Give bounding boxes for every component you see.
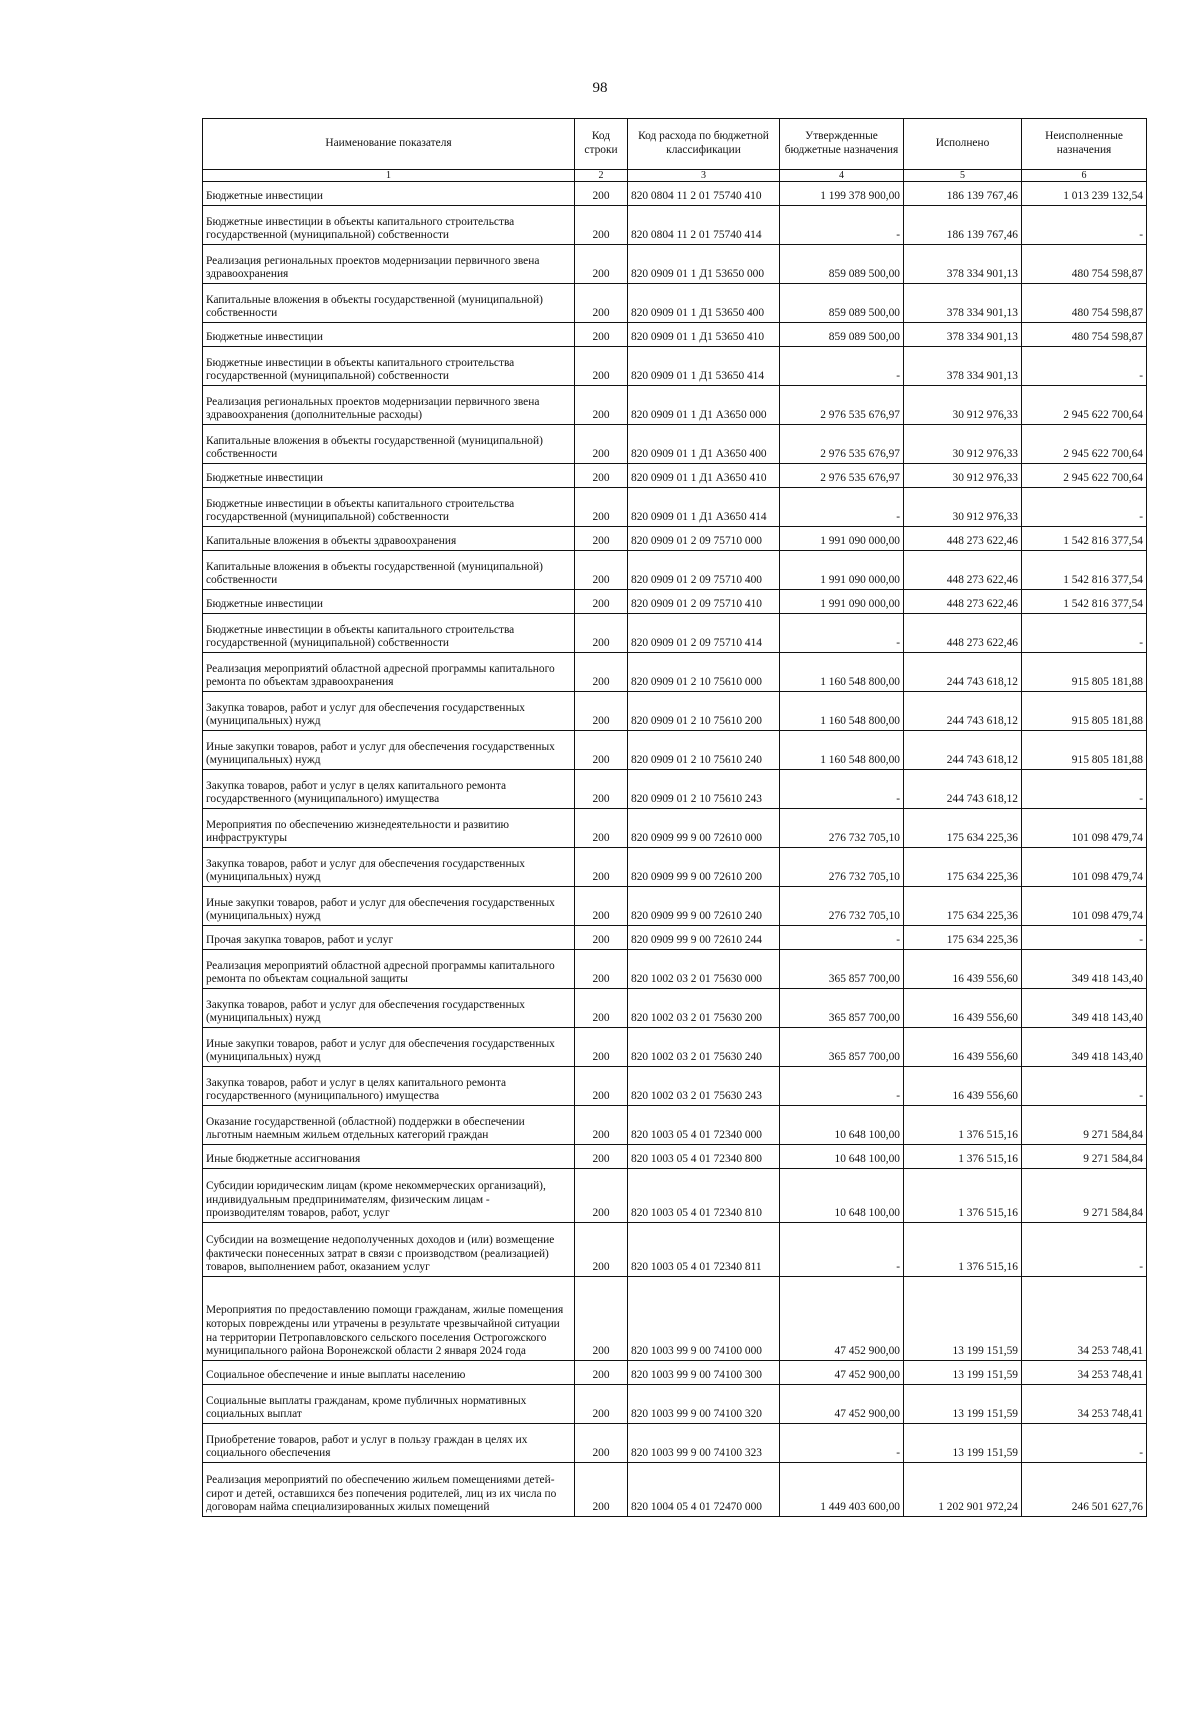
table-row <box>203 926 1147 950</box>
row-approved: - <box>780 1067 904 1106</box>
row-unexecuted: - <box>1022 1067 1147 1106</box>
row-unexecuted: 101 098 479,74 <box>1022 809 1147 848</box>
table-row <box>203 464 1147 488</box>
row-executed: 16 439 556,60 <box>904 1067 1022 1106</box>
row-expense-code: 820 0909 99 9 00 72610 240 <box>628 887 780 926</box>
row-executed: 448 273 622,46 <box>904 590 1022 614</box>
row-line-code: 200 <box>575 950 628 989</box>
table-row <box>203 323 1147 347</box>
row-executed: 175 634 225,36 <box>904 926 1022 950</box>
table-row <box>203 887 1147 926</box>
row-executed: 30 912 976,33 <box>904 386 1022 425</box>
row-line-code: 200 <box>575 206 628 245</box>
table-row <box>203 245 1147 284</box>
row-name: Приобретение товаров, работ и услуг в пользу граждан в целях их социального обеспечения <box>203 1424 575 1463</box>
row-expense-code: 820 0909 99 9 00 72610 200 <box>628 848 780 887</box>
table-row <box>203 284 1147 323</box>
row-line-code: 200 <box>575 1028 628 1067</box>
table-row <box>203 1277 1147 1361</box>
row-line-code: 200 <box>575 464 628 488</box>
table-row <box>203 848 1147 887</box>
row-unexecuted: - <box>1022 347 1147 386</box>
row-name: Иные бюджетные ассигнования <box>203 1145 575 1169</box>
row-unexecuted: - <box>1022 206 1147 245</box>
row-line-code: 200 <box>575 731 628 770</box>
row-approved: 10 648 100,00 <box>780 1145 904 1169</box>
row-approved: - <box>780 347 904 386</box>
row-line-code: 200 <box>575 527 628 551</box>
column-number: 2 <box>575 170 628 182</box>
row-unexecuted: 349 418 143,40 <box>1022 950 1147 989</box>
table-row <box>203 614 1147 653</box>
row-line-code: 200 <box>575 488 628 527</box>
table-row <box>203 590 1147 614</box>
row-name: Реализация мероприятий по обеспечению жильем помещениями детей-сирот и детей, оставшихся без попечения родителей, лиц из их числа по договорам найма специализированных жилых помещений <box>203 1463 575 1517</box>
header-row <box>203 119 1147 170</box>
row-approved: 1 991 090 000,00 <box>780 527 904 551</box>
row-expense-code: 820 1003 05 4 01 72340 811 <box>628 1223 780 1277</box>
row-approved: - <box>780 614 904 653</box>
row-expense-code: 820 0909 01 2 09 75710 000 <box>628 527 780 551</box>
row-line-code: 200 <box>575 1145 628 1169</box>
row-expense-code: 820 0909 01 1 Д1 53650 410 <box>628 323 780 347</box>
header-expense-code: Код расхода по бюджетной классификации <box>628 119 780 170</box>
header-line-code: Код строки <box>575 119 628 170</box>
row-line-code: 200 <box>575 1361 628 1385</box>
row-line-code: 200 <box>575 551 628 590</box>
row-approved: 859 089 500,00 <box>780 284 904 323</box>
row-expense-code: 820 1003 99 9 00 74100 323 <box>628 1424 780 1463</box>
row-name: Оказание государственной (областной) поддержки в обеспечении льготным наемным жильем отдельных категорий граждан <box>203 1106 575 1145</box>
row-unexecuted: 34 253 748,41 <box>1022 1361 1147 1385</box>
header-executed: Исполнено <box>904 119 1022 170</box>
row-approved: 365 857 700,00 <box>780 1028 904 1067</box>
row-expense-code: 820 0909 01 1 Д1 53650 414 <box>628 347 780 386</box>
row-name: Иные закупки товаров, работ и услуг для обеспечения государственных (муниципальных) нужд <box>203 731 575 770</box>
row-name: Реализация мероприятий областной адресной программы капитального ремонта по объектам здравоохранения <box>203 653 575 692</box>
table-row <box>203 1169 1147 1223</box>
row-name: Бюджетные инвестиции в объекты капитального строительства государственной (муниципальной) собственности <box>203 614 575 653</box>
row-unexecuted: 1 542 816 377,54 <box>1022 527 1147 551</box>
row-executed: 1 202 901 972,24 <box>904 1463 1022 1517</box>
row-executed: 244 743 618,12 <box>904 653 1022 692</box>
table-row <box>203 950 1147 989</box>
row-expense-code: 820 1002 03 2 01 75630 200 <box>628 989 780 1028</box>
row-name: Субсидии юридическим лицам (кроме некоммерческих организаций), индивидуальным предпринимателям, физическим лицам - производителям товаров, работ, услуг <box>203 1169 575 1223</box>
row-executed: 186 139 767,46 <box>904 206 1022 245</box>
row-executed: 175 634 225,36 <box>904 848 1022 887</box>
row-approved: 276 732 705,10 <box>780 848 904 887</box>
row-unexecuted: 9 271 584,84 <box>1022 1106 1147 1145</box>
table-row <box>203 653 1147 692</box>
row-expense-code: 820 0909 01 2 10 75610 000 <box>628 653 780 692</box>
row-line-code: 200 <box>575 323 628 347</box>
header-unexecuted: Неисполненные назначения <box>1022 119 1147 170</box>
row-line-code: 200 <box>575 386 628 425</box>
row-line-code: 200 <box>575 1385 628 1424</box>
row-unexecuted: 349 418 143,40 <box>1022 1028 1147 1067</box>
row-unexecuted: 34 253 748,41 <box>1022 1385 1147 1424</box>
row-approved: 1 991 090 000,00 <box>780 590 904 614</box>
row-approved: 859 089 500,00 <box>780 323 904 347</box>
row-unexecuted: - <box>1022 1424 1147 1463</box>
table-body <box>203 182 1147 1517</box>
row-unexecuted: 2 945 622 700,64 <box>1022 425 1147 464</box>
row-name: Мероприятия по обеспечению жизнедеятельности и развитию инфраструктуры <box>203 809 575 848</box>
table-row <box>203 1145 1147 1169</box>
row-approved: 365 857 700,00 <box>780 989 904 1028</box>
column-number: 4 <box>780 170 904 182</box>
table-row <box>203 182 1147 206</box>
column-number: 6 <box>1022 170 1147 182</box>
row-executed: 378 334 901,13 <box>904 347 1022 386</box>
table-row <box>203 1385 1147 1424</box>
table-row <box>203 551 1147 590</box>
row-executed: 30 912 976,33 <box>904 464 1022 488</box>
column-number: 3 <box>628 170 780 182</box>
row-line-code: 200 <box>575 1169 628 1223</box>
row-unexecuted: - <box>1022 1223 1147 1277</box>
row-unexecuted: - <box>1022 926 1147 950</box>
table-row <box>203 527 1147 551</box>
row-executed: 1 376 515,16 <box>904 1106 1022 1145</box>
row-executed: 378 334 901,13 <box>904 323 1022 347</box>
row-line-code: 200 <box>575 887 628 926</box>
row-expense-code: 820 0909 01 1 Д1 53650 000 <box>628 245 780 284</box>
row-expense-code: 820 0909 01 2 09 75710 414 <box>628 614 780 653</box>
row-line-code: 200 <box>575 1223 628 1277</box>
header-name: Наименование показателя <box>203 119 575 170</box>
table-row <box>203 1067 1147 1106</box>
row-executed: 186 139 767,46 <box>904 182 1022 206</box>
row-line-code: 200 <box>575 425 628 464</box>
row-executed: 448 273 622,46 <box>904 614 1022 653</box>
row-executed: 30 912 976,33 <box>904 488 1022 527</box>
row-approved: - <box>780 1424 904 1463</box>
row-executed: 378 334 901,13 <box>904 284 1022 323</box>
row-unexecuted: 915 805 181,88 <box>1022 692 1147 731</box>
row-name: Реализация мероприятий областной адресной программы капитального ремонта по объектам социальной защиты <box>203 950 575 989</box>
row-executed: 175 634 225,36 <box>904 809 1022 848</box>
row-unexecuted: 349 418 143,40 <box>1022 989 1147 1028</box>
row-line-code: 200 <box>575 284 628 323</box>
row-unexecuted: 480 754 598,87 <box>1022 323 1147 347</box>
table-row <box>203 1424 1147 1463</box>
row-name: Закупка товаров, работ и услуг для обеспечения государственных (муниципальных) нужд <box>203 692 575 731</box>
row-unexecuted: 480 754 598,87 <box>1022 284 1147 323</box>
row-executed: 175 634 225,36 <box>904 887 1022 926</box>
table-row <box>203 989 1147 1028</box>
row-unexecuted: - <box>1022 614 1147 653</box>
row-name: Мероприятия по предоставлению помощи гражданам, жилые помещения которых повреждены или утрачены в результате чрезвычайной ситуации на территории Петропавловского сельского поселения Острогожского муниципального района Воронежской области 2 января 2024 года <box>203 1277 575 1361</box>
table-header <box>203 119 1147 182</box>
row-name: Капитальные вложения в объекты государственной (муниципальной) собственности <box>203 425 575 464</box>
table-row <box>203 1361 1147 1385</box>
row-approved: 859 089 500,00 <box>780 245 904 284</box>
row-expense-code: 820 0909 01 2 10 75610 243 <box>628 770 780 809</box>
row-expense-code: 820 1003 99 9 00 74100 320 <box>628 1385 780 1424</box>
row-line-code: 200 <box>575 1067 628 1106</box>
header-approved: Утвержденные бюджетные назначения <box>780 119 904 170</box>
row-line-code: 200 <box>575 1106 628 1145</box>
page-number: 98 <box>592 80 608 96</box>
row-approved: 47 452 900,00 <box>780 1277 904 1361</box>
row-expense-code: 820 1002 03 2 01 75630 243 <box>628 1067 780 1106</box>
row-expense-code: 820 1002 03 2 01 75630 000 <box>628 950 780 989</box>
row-name: Иные закупки товаров, работ и услуг для обеспечения государственных (муниципальных) нужд <box>203 1028 575 1067</box>
row-approved: 47 452 900,00 <box>780 1385 904 1424</box>
row-unexecuted: - <box>1022 488 1147 527</box>
column-number: 5 <box>904 170 1022 182</box>
row-name: Субсидии на возмещение недополученных доходов и (или) возмещение фактически понесенных затрат в связи с производством (реализацией) товаров, выполнением работ, оказанием услуг <box>203 1223 575 1277</box>
row-executed: 1 376 515,16 <box>904 1169 1022 1223</box>
row-expense-code: 820 1003 05 4 01 72340 000 <box>628 1106 780 1145</box>
table-row <box>203 206 1147 245</box>
row-executed: 30 912 976,33 <box>904 425 1022 464</box>
row-approved: 1 160 548 800,00 <box>780 692 904 731</box>
row-expense-code: 820 1002 03 2 01 75630 240 <box>628 1028 780 1067</box>
row-unexecuted: 915 805 181,88 <box>1022 731 1147 770</box>
row-executed: 13 199 151,59 <box>904 1277 1022 1361</box>
row-expense-code: 820 0909 01 1 Д1 А3650 000 <box>628 386 780 425</box>
row-line-code: 200 <box>575 770 628 809</box>
row-approved: 1 160 548 800,00 <box>780 653 904 692</box>
row-name: Социальные выплаты гражданам, кроме публичных нормативных социальных выплат <box>203 1385 575 1424</box>
table-row <box>203 347 1147 386</box>
row-unexecuted: 101 098 479,74 <box>1022 848 1147 887</box>
row-executed: 13 199 151,59 <box>904 1424 1022 1463</box>
table-row <box>203 1223 1147 1277</box>
row-unexecuted: 2 945 622 700,64 <box>1022 464 1147 488</box>
row-unexecuted: - <box>1022 770 1147 809</box>
row-approved: 1 199 378 900,00 <box>780 182 904 206</box>
row-expense-code: 820 0909 01 1 Д1 53650 400 <box>628 284 780 323</box>
row-unexecuted: 1 013 239 132,54 <box>1022 182 1147 206</box>
table-row <box>203 1028 1147 1067</box>
row-executed: 448 273 622,46 <box>904 527 1022 551</box>
row-approved: 2 976 535 676,97 <box>780 386 904 425</box>
row-executed: 16 439 556,60 <box>904 989 1022 1028</box>
row-name: Бюджетные инвестиции в объекты капитального строительства государственной (муниципальной) собственности <box>203 206 575 245</box>
column-number-row <box>203 170 1147 182</box>
row-unexecuted: 480 754 598,87 <box>1022 245 1147 284</box>
row-line-code: 200 <box>575 614 628 653</box>
row-approved: 10 648 100,00 <box>780 1169 904 1223</box>
row-approved: - <box>780 1223 904 1277</box>
row-expense-code: 820 0804 11 2 01 75740 410 <box>628 182 780 206</box>
row-name: Капитальные вложения в объекты здравоохранения <box>203 527 575 551</box>
row-approved: 10 648 100,00 <box>780 1106 904 1145</box>
row-expense-code: 820 0909 01 2 09 75710 410 <box>628 590 780 614</box>
row-expense-code: 820 0909 01 1 Д1 А3650 400 <box>628 425 780 464</box>
table-row <box>203 731 1147 770</box>
row-expense-code: 820 0909 01 1 Д1 А3650 414 <box>628 488 780 527</box>
row-approved: 1 991 090 000,00 <box>780 551 904 590</box>
row-line-code: 200 <box>575 692 628 731</box>
row-executed: 244 743 618,12 <box>904 731 1022 770</box>
row-name: Бюджетные инвестиции <box>203 323 575 347</box>
row-approved: 1 449 403 600,00 <box>780 1463 904 1517</box>
row-name: Бюджетные инвестиции <box>203 182 575 206</box>
row-expense-code: 820 0909 01 2 10 75610 240 <box>628 731 780 770</box>
row-name: Бюджетные инвестиции в объекты капитального строительства государственной (муниципальной) собственности <box>203 347 575 386</box>
row-executed: 13 199 151,59 <box>904 1361 1022 1385</box>
row-name: Закупка товаров, работ и услуг в целях капитального ремонта государственного (муниципального) имущества <box>203 1067 575 1106</box>
row-line-code: 200 <box>575 590 628 614</box>
row-executed: 13 199 151,59 <box>904 1385 1022 1424</box>
row-line-code: 200 <box>575 245 628 284</box>
row-line-code: 200 <box>575 1424 628 1463</box>
row-approved: 276 732 705,10 <box>780 809 904 848</box>
row-unexecuted: 9 271 584,84 <box>1022 1169 1147 1223</box>
table-row <box>203 488 1147 527</box>
row-name: Закупка товаров, работ и услуг для обеспечения государственных (муниципальных) нужд <box>203 989 575 1028</box>
table-row <box>203 692 1147 731</box>
row-line-code: 200 <box>575 1463 628 1517</box>
row-line-code: 200 <box>575 1277 628 1361</box>
row-expense-code: 820 1004 05 4 01 72470 000 <box>628 1463 780 1517</box>
row-executed: 16 439 556,60 <box>904 950 1022 989</box>
table-row <box>203 770 1147 809</box>
row-unexecuted: 2 945 622 700,64 <box>1022 386 1147 425</box>
row-executed: 378 334 901,13 <box>904 245 1022 284</box>
row-name: Иные закупки товаров, работ и услуг для обеспечения государственных (муниципальных) нужд <box>203 887 575 926</box>
row-expense-code: 820 0909 01 1 Д1 А3650 410 <box>628 464 780 488</box>
row-executed: 16 439 556,60 <box>904 1028 1022 1067</box>
row-expense-code: 820 0909 99 9 00 72610 244 <box>628 926 780 950</box>
row-name: Бюджетные инвестиции <box>203 464 575 488</box>
row-expense-code: 820 1003 05 4 01 72340 810 <box>628 1169 780 1223</box>
row-name: Капитальные вложения в объекты государственной (муниципальной) собственности <box>203 284 575 323</box>
row-approved: - <box>780 488 904 527</box>
row-name: Бюджетные инвестиции <box>203 590 575 614</box>
row-line-code: 200 <box>575 182 628 206</box>
row-name: Социальное обеспечение и иные выплаты населению <box>203 1361 575 1385</box>
row-unexecuted: 246 501 627,76 <box>1022 1463 1147 1517</box>
row-approved: - <box>780 926 904 950</box>
table-row <box>203 1106 1147 1145</box>
row-unexecuted: 101 098 479,74 <box>1022 887 1147 926</box>
row-approved: 2 976 535 676,97 <box>780 464 904 488</box>
row-approved: - <box>780 206 904 245</box>
row-line-code: 200 <box>575 347 628 386</box>
row-approved: 47 452 900,00 <box>780 1361 904 1385</box>
row-expense-code: 820 0909 99 9 00 72610 000 <box>628 809 780 848</box>
row-name: Бюджетные инвестиции в объекты капитального строительства государственной (муниципальной) собственности <box>203 488 575 527</box>
row-name: Реализация региональных проектов модернизации первичного звена здравоохранения (дополнительные расходы) <box>203 386 575 425</box>
row-unexecuted: 34 253 748,41 <box>1022 1277 1147 1361</box>
row-expense-code: 820 1003 99 9 00 74100 000 <box>628 1277 780 1361</box>
row-expense-code: 820 0804 11 2 01 75740 414 <box>628 206 780 245</box>
row-executed: 448 273 622,46 <box>904 551 1022 590</box>
row-name: Прочая закупка товаров, работ и услуг <box>203 926 575 950</box>
row-executed: 244 743 618,12 <box>904 770 1022 809</box>
table-row <box>203 1463 1147 1517</box>
row-name: Реализация региональных проектов модернизации первичного звена здравоохранения <box>203 245 575 284</box>
row-approved: 365 857 700,00 <box>780 950 904 989</box>
row-unexecuted: 9 271 584,84 <box>1022 1145 1147 1169</box>
table-row <box>203 425 1147 464</box>
row-unexecuted: 1 542 816 377,54 <box>1022 590 1147 614</box>
row-approved: 1 160 548 800,00 <box>780 731 904 770</box>
row-line-code: 200 <box>575 989 628 1028</box>
row-name: Капитальные вложения в объекты государственной (муниципальной) собственности <box>203 551 575 590</box>
row-executed: 244 743 618,12 <box>904 692 1022 731</box>
row-executed: 1 376 515,16 <box>904 1145 1022 1169</box>
row-line-code: 200 <box>575 653 628 692</box>
column-number: 1 <box>203 170 575 182</box>
row-approved: 2 976 535 676,97 <box>780 425 904 464</box>
row-executed: 1 376 515,16 <box>904 1223 1022 1277</box>
row-line-code: 200 <box>575 926 628 950</box>
row-approved: - <box>780 770 904 809</box>
row-expense-code: 820 0909 01 2 09 75710 400 <box>628 551 780 590</box>
row-name: Закупка товаров, работ и услуг для обеспечения государственных (муниципальных) нужд <box>203 848 575 887</box>
row-line-code: 200 <box>575 809 628 848</box>
row-expense-code: 820 0909 01 2 10 75610 200 <box>628 692 780 731</box>
table-row <box>203 386 1147 425</box>
row-expense-code: 820 1003 05 4 01 72340 800 <box>628 1145 780 1169</box>
budget-execution-table <box>202 118 1147 1517</box>
row-line-code: 200 <box>575 848 628 887</box>
row-approved: 276 732 705,10 <box>780 887 904 926</box>
table-row <box>203 809 1147 848</box>
row-name: Закупка товаров, работ и услуг в целях капитального ремонта государственного (муниципального) имущества <box>203 770 575 809</box>
row-unexecuted: 915 805 181,88 <box>1022 653 1147 692</box>
row-unexecuted: 1 542 816 377,54 <box>1022 551 1147 590</box>
row-expense-code: 820 1003 99 9 00 74100 300 <box>628 1361 780 1385</box>
